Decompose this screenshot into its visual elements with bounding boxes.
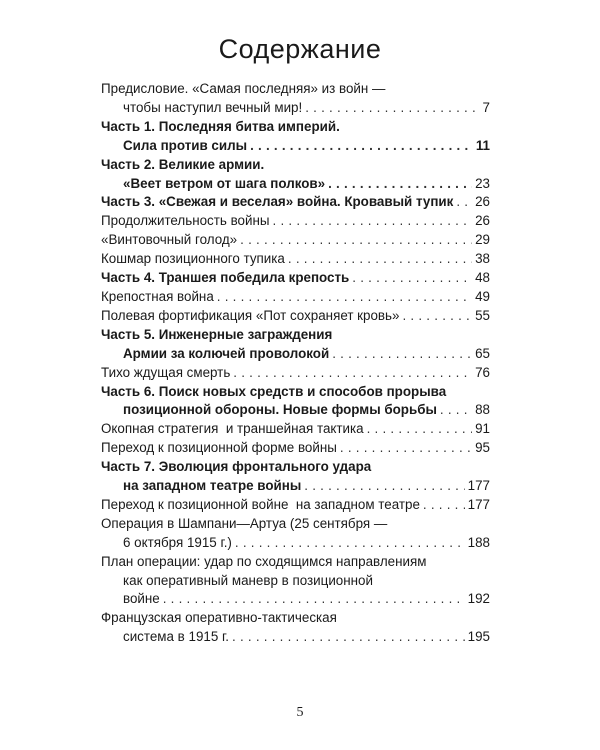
- toc-page-number: 48: [475, 270, 490, 286]
- toc-entry-title: Часть 5. Инженерные заграждения: [101, 326, 333, 342]
- toc-entry-title-cont: чтобы наступил вечный мир!: [123, 99, 303, 115]
- toc-entry-title: Окопная стратегия и траншейная тактика: [101, 421, 364, 437]
- toc-entry-title-cont: позиционной обороны. Новые формы борьбы: [123, 402, 437, 418]
- toc-entry-title-cont: система в 1915 г.: [123, 629, 229, 645]
- toc-page-number: 55: [475, 307, 490, 323]
- toc-page-number: 88: [475, 402, 490, 418]
- toc-entry: [101, 288, 490, 307]
- toc-entry-part-4: [101, 269, 490, 288]
- toc-page-number: 177: [467, 496, 490, 512]
- toc-page-number: 91: [475, 421, 490, 437]
- toc-entry-part-2: [101, 156, 490, 194]
- dot-leader: [235, 534, 465, 553]
- dot-leader: [440, 401, 472, 420]
- toc-entry-title: Кошмар позиционного тупика: [101, 251, 285, 267]
- toc-entry: [101, 439, 490, 458]
- dot-leader: [332, 345, 472, 364]
- toc-page-number: 49: [475, 288, 490, 304]
- toc-entry-title: Часть 6. Поиск новых средств и способов прорыва: [101, 383, 447, 399]
- toc-page-number: 192: [467, 591, 490, 607]
- toc-entry: [101, 420, 490, 439]
- toc-entry-title-cont: 6 октября 1915 г.): [123, 534, 232, 550]
- dot-leader: [240, 231, 472, 250]
- toc-entry-title-cont: как оперативный маневр в позиционной: [123, 572, 373, 588]
- toc-entry: [101, 553, 490, 610]
- toc-entry-title: Операция в Шампани—Артуа (25 сентября —: [101, 515, 388, 531]
- toc-page-number: 95: [475, 440, 490, 456]
- dot-leader: [340, 439, 472, 458]
- toc-entry-preface: [101, 80, 490, 118]
- toc-entry-title: Часть 3. «Свежая и веселая» война. Кровавый тупик: [101, 194, 454, 210]
- toc-entry-title: «Винтовочный голод»: [101, 232, 238, 248]
- toc-entry: [101, 231, 490, 250]
- toc-page-number: 195: [467, 629, 490, 645]
- dot-leader: [217, 288, 472, 307]
- toc-entry-title: План операции: удар по сходящимся направлениям: [101, 553, 427, 569]
- dot-leader: [163, 590, 465, 609]
- dot-leader: [352, 269, 472, 288]
- toc-entry: [101, 515, 490, 553]
- toc-page-number: 26: [475, 194, 490, 210]
- toc-page-number: 38: [475, 251, 490, 267]
- dot-leader: [423, 496, 465, 515]
- toc-page-number: 11: [475, 137, 490, 153]
- toc-entry-title: Часть 1. Последняя битва империй.: [101, 118, 340, 134]
- toc-entry-title: Переход к позиционной форме войны: [101, 440, 337, 456]
- toc-entry-title: Предисловие. «Самая последняя» из войн —: [101, 81, 386, 96]
- toc-entry-part-7: [101, 458, 490, 496]
- toc-entry-title-cont: войне: [123, 591, 160, 607]
- toc-page-number: 29: [475, 232, 490, 248]
- dot-leader: [456, 193, 472, 212]
- toc-entry: [101, 609, 490, 647]
- dot-leader: [233, 364, 472, 383]
- toc-entry: [101, 212, 490, 231]
- toc-entry-title: Переход к позиционной войне на западном театре: [101, 496, 420, 512]
- dot-leader: [305, 99, 479, 118]
- toc-entry-title-cont: Сила против силы: [123, 137, 248, 153]
- table-of-contents: [101, 80, 490, 647]
- dot-leader: [328, 175, 472, 194]
- page-number: 5: [296, 705, 304, 720]
- toc-entry-title-cont: Армии за колючей проволокой: [123, 345, 330, 361]
- toc-page-number: 65: [475, 345, 490, 361]
- toc-entry-part-6: [101, 383, 490, 421]
- toc-entry-part-3: [101, 193, 490, 212]
- toc-entry-part-1: [101, 118, 490, 156]
- toc-entry-title: Полевая фортификация «Пот сохраняет кровь»: [101, 307, 400, 323]
- toc-page-number: 188: [467, 534, 490, 550]
- toc-entry-title: Французская оперативно-тактическая: [101, 610, 337, 626]
- toc-page-number: 26: [475, 213, 490, 229]
- toc-entry-title: Часть 2. Великие армии.: [101, 156, 265, 172]
- dot-leader: [232, 628, 465, 647]
- toc-entry: [101, 307, 490, 326]
- toc-entry-title: Крепостная война: [101, 288, 214, 304]
- toc-entry-title: Продолжительность войны: [101, 213, 270, 229]
- toc-page-number: 76: [475, 364, 490, 380]
- toc-entry-title-cont: «Веет ветром от шага полков»: [123, 175, 326, 191]
- toc-entry-title-cont: на западном театре войны: [123, 478, 302, 494]
- toc-entry: [101, 364, 490, 383]
- dot-leader: [367, 420, 472, 439]
- toc-page-number: 177: [467, 478, 490, 494]
- dot-leader: [288, 250, 472, 269]
- dot-leader: [402, 307, 472, 326]
- dot-leader: [273, 212, 473, 231]
- toc-entry-title: Тихо ждущая смерть: [101, 364, 231, 380]
- dot-leader: [250, 137, 473, 156]
- page-title: Содержание: [218, 34, 382, 64]
- toc-entry-title: Часть 4. Траншея победила крепость: [101, 270, 350, 286]
- dot-leader: [304, 477, 464, 496]
- toc-entry-title: Часть 7. Эволюция фронтального удара: [101, 459, 372, 475]
- toc-page-number: 23: [475, 175, 490, 191]
- toc-page-number: 7: [482, 99, 490, 115]
- toc-entry: [101, 496, 490, 515]
- toc-entry-part-5: [101, 326, 490, 364]
- toc-entry: [101, 250, 490, 269]
